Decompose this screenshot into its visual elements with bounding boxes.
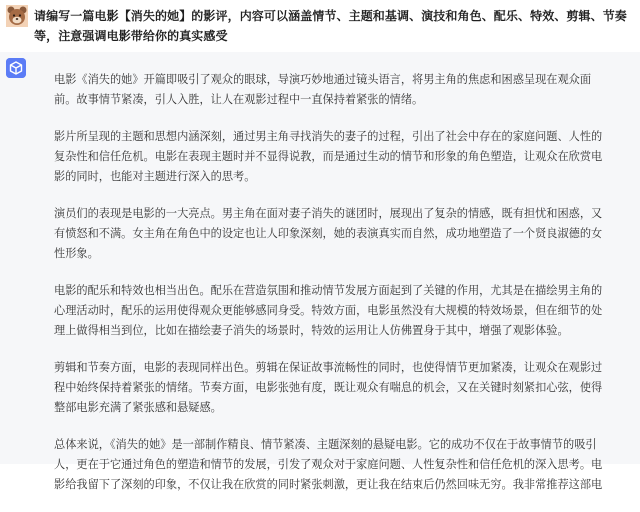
answer-paragraph: 电影的配乐和特效也相当出色。配乐在营造氛围和推动情节发展方面起到了关键的作用，尤其是在描绘男主角的心理活动时，配乐的运用使得观众更能够感同身受。特效方面，电影虽然没有大规模的特效场景，但在细节的处理上做得相当到位，比如在描绘妻子消失的场景时，特效的运用让人仿佛置身于其中，增强了观影体验。 xyxy=(54,284,603,337)
answer-paragraph: 总体来说，《消失的她》是一部制作精良、情节紧凑、主题深刻的悬疑电影。它的成功不仅在于故事情节的吸引人，更在于它通过角色的塑造和情节的发展，引发了观众对于家庭问题、人性复杂性和信任危机的深入思考。电影给我留下了深刻的印象，不仅让我在欣赏的同时紧张刺激，更让我在结束后仍然回味无穷。我非常推荐这部电 xyxy=(54,438,603,491)
cube-icon xyxy=(6,58,26,78)
answer-paragraph: 影片所呈现的主题和思想内涵深刻，通过男主角寻找消失的妻子的过程，引出了社会中存在的家庭问题、人性的复杂性和信任危机。电影在表现主题时并不显得说教，而是通过生动的情节和形象的角色塑造，让观众在欣赏电影的同时，也能对主题进行深入的思考。 xyxy=(54,130,603,183)
bear-avatar-icon xyxy=(6,5,28,27)
user-prompt-text: 请编写一篇电影【消失的她】的影评，内容可以涵盖情节、主题和基调、演技和角色、配乐、特效、剪辑、节奏等，注意强调电影带给你的真实感受 xyxy=(34,9,627,43)
assistant-answer xyxy=(54,70,610,512)
assistant-message xyxy=(0,52,640,491)
answer-paragraph: 电影《消失的她》开篇即吸引了观众的眼球，导演巧妙地通过镜头语言，将男主角的焦虑和困惑呈现在观众面前。故事情节紧凑，引人入胜，让人在观影过程中一直保持着紧张的情绪。 xyxy=(54,73,592,106)
user-message xyxy=(0,0,640,52)
answer-paragraph: 剪辑和节奏方面，电影的表现同样出色。剪辑在保证故事流畅性的同时，也使得情节更加紧凑，让观众在观影过程中始终保持着紧张的情绪。节奏方面，电影张弛有度，既让观众有喘息的机会，又在关键时刻紧扣心弦，使得整部电影充满了紧张感和悬疑感。 xyxy=(54,361,603,414)
answer-paragraph: 演员们的表现是电影的一大亮点。男主角在面对妻子消失的谜团时，展现出了复杂的情感，既有担忧和困惑，又有愤怒和不满。女主角在角色中的设定也让人印象深刻，她的表演真实而自然，成功地塑造了一个贤良淑德的女性形象。 xyxy=(54,207,603,260)
